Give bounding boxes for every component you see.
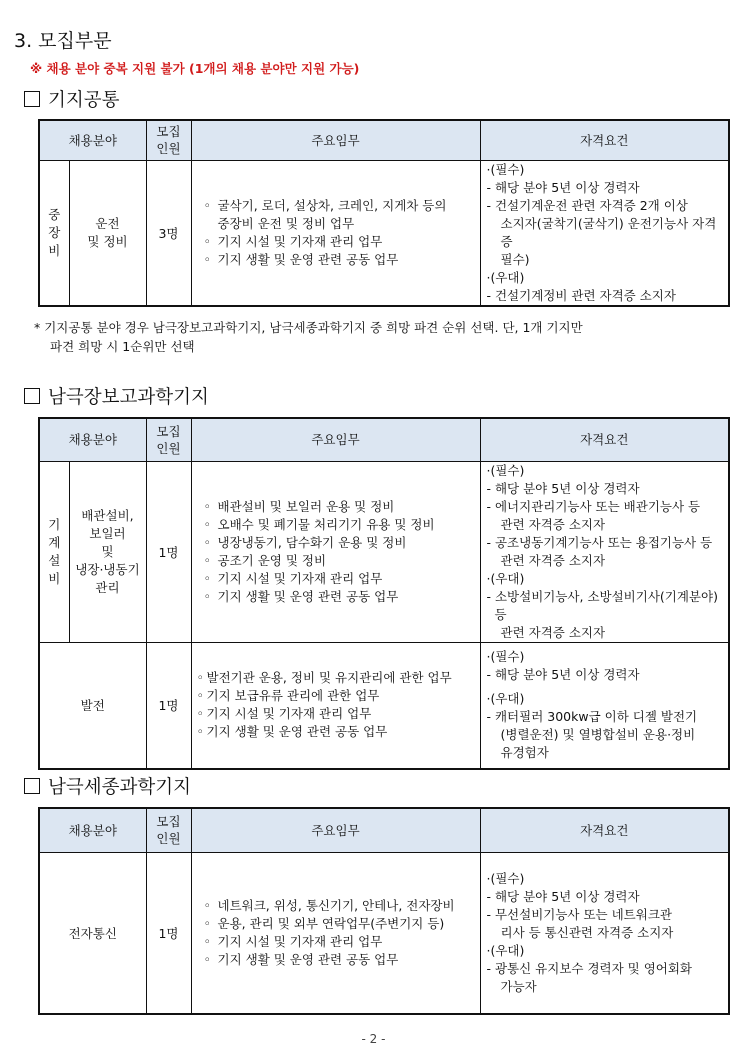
header-quals: 자격요건 [480, 120, 729, 160]
quals-cell: ·(필수) - 해당 분야 5년 이상 경력자 - 건설기계운전 관련 자격증 2개 이상 소지자(굴착기(굴삭기) 운전기능사 자격증 필수) ·(우대) - 건설기계정비 관련 자격증 소지자 [480, 160, 729, 306]
checkbox-square-icon [24, 91, 40, 107]
section-title-label: 기지공통 [48, 90, 120, 111]
subfield-cell: 배관설비, 보일러 및 냉장·냉동기 관리 [69, 461, 146, 642]
duties-cell: ◦ 네트워크, 위성, 통신기기, 안테나, 전자장비 ◦ 운용, 관리 및 외부 연락업무(주변기지 등) ◦ 기지 시설 및 기자재 관리 업무 ◦ 기지 생활 및 운영 관련 공동 업무 [191, 852, 480, 1014]
table-row [39, 852, 729, 1014]
table-header-row [39, 120, 729, 160]
header-quals: 자격요건 [480, 418, 729, 461]
table-header-row [39, 808, 729, 852]
section-title-sejong [24, 773, 191, 799]
header-field: 채용분야 [39, 808, 146, 852]
table-row [39, 642, 729, 769]
section-heading: 3. 모집부문 [14, 30, 112, 52]
subfield-cell: 발전 [39, 642, 146, 769]
duties-cell: ◦ 발전기관 운용, 정비 및 유지관리에 관한 업무 ◦ 기지 보급유류 관리에 관한 업무 ◦ 기지 시설 및 기자재 관리 업무 ◦ 기지 생활 및 운영 관련 공동 업무 [191, 642, 480, 769]
category-cell: 중 장 비 [39, 160, 69, 306]
duties-cell: ◦ 굴삭기, 로더, 설상차, 크레인, 지게차 등의 중장비 운전 및 정비 업무 ◦ 기지 시설 및 기자재 관리 업무 ◦ 기지 생활 및 운영 관련 공동 업무 [191, 160, 480, 306]
count-cell: 1명 [146, 642, 191, 769]
header-count: 모집 인원 [146, 418, 191, 461]
category-cell: 기 계 설 비 [39, 461, 69, 642]
subfield-cell: 운전 및 정비 [69, 160, 146, 306]
table-common [38, 119, 730, 307]
section-title-label: 남극장보고과학기지 [48, 387, 209, 408]
table-sejong [38, 807, 730, 1015]
page-number: - 2 - [361, 1032, 386, 1046]
header-field: 채용분야 [39, 120, 146, 160]
checkbox-square-icon [24, 388, 40, 404]
count-cell: 1명 [146, 852, 191, 1014]
table-row [39, 461, 729, 642]
section-title-common [24, 86, 119, 112]
header-count: 모집 인원 [146, 120, 191, 160]
notice-text: ※ 채용 분야 중복 지원 불가 (1개의 채용 분야만 지원 가능) [30, 61, 360, 76]
duties-cell: ◦ 배관설비 및 보일러 운용 및 정비 ◦ 오배수 및 폐기물 처리기기 유용 및 정비 ◦ 냉장냉동기, 담수화기 운용 및 정비 ◦ 공조기 운영 및 정비 ◦ 기지 시설 및 기자재 관리 업무 ◦ 기지 생활 및 운영 관련 공동 업무 [191, 461, 480, 642]
header-duties: 주요임무 [191, 120, 480, 160]
checkbox-square-icon [24, 778, 40, 794]
quals-cell: ·(필수) - 해당 분야 5년 이상 경력자 - 무선설비기능사 또는 네트워크관 리사 등 통신관련 자격증 소지자 ·(우대) - 광통신 유지보수 경력자 및 영어회화 가능자 [480, 852, 729, 1014]
header-duties: 주요임무 [191, 418, 480, 461]
header-duties: 주요임무 [191, 808, 480, 852]
header-field: 채용분야 [39, 418, 146, 461]
section-title-jangbogo [24, 383, 209, 409]
count-cell: 3명 [146, 160, 191, 306]
quals-cell: ·(필수) - 해당 분야 5년 이상 경력자 ·(우대) - 캐터필러 300kw급 이하 디젤 발전기 (병렬운전) 및 열병합설비 운용·정비 유경험자 [480, 642, 729, 769]
table-header-row [39, 418, 729, 461]
quals-cell: ·(필수) - 해당 분야 5년 이상 경력자 - 에너지관리기능사 또는 배관기능사 등 관련 자격증 소지자 - 공조냉동기계기능사 또는 용접기능사 등 관련 자격증 소지자 ·(우대) - 소방설비기능사, 소방설비기사(기계분야) 등 관련 자격증 소지자 [480, 461, 729, 642]
section-title-label: 남극세종과학기지 [48, 777, 191, 798]
table-jangbogo [38, 417, 730, 770]
footnote: * 기지공통 분야 경우 남극장보고과학기지, 남극세종과학기지 중 희망 파견 순위 선택. 단, 1개 기지만 파견 희망 시 1순위만 선택 [34, 320, 583, 354]
subfield-cell: 전자통신 [39, 852, 146, 1014]
count-cell: 1명 [146, 461, 191, 642]
table-row [39, 160, 729, 306]
header-quals: 자격요건 [480, 808, 729, 852]
header-count: 모집 인원 [146, 808, 191, 852]
